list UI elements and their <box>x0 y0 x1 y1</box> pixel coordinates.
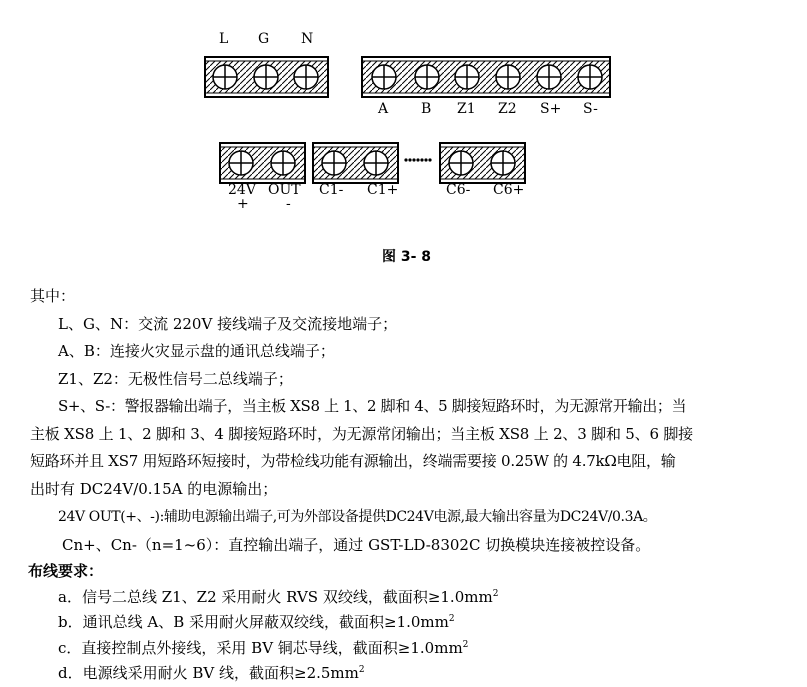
z-desc: Z1、Z2：无极性信号二总线端子； <box>58 370 293 388</box>
ab-desc: A、B：连接火灾显示盘的通讯总线端子； <box>58 342 335 360</box>
s-desc-line4: 出时有 DC24V/0.15A 的电源输出； <box>30 480 278 498</box>
s-desc-line3: 短路环并且 XS7 用短路环短接时，为带检线功能有源输出，终端需要接 0.25W 的 4.7kΩ电阻，输 <box>30 452 676 470</box>
wiring-title: 布线要求： <box>28 562 104 580</box>
cn-desc: Cn+、Cn-（n=1~6）：直控输出端子，通过 GST-LD-8302C 切换模块连接被控设备。 <box>62 536 651 554</box>
wiring-item-d-text: d．电源线采用耐火 BV 线，截面积≥2.5mm <box>58 664 359 682</box>
terminal-strip-bus <box>362 57 610 97</box>
wiring-item-c <box>58 639 468 657</box>
wiring-item-b-text: b．通讯总线 A、B 采用耐火屏蔽双绞线，截面积≥1.0mm <box>58 613 449 631</box>
out24-desc: 24V OUT(+、-):辅助电源输出端子,可为外部设备提供DC24V电源,最大输出容量为DC24V/0.3A。 <box>58 509 657 525</box>
figure-caption: 图 3- 8 <box>382 249 432 265</box>
terminal-strip-c1 <box>313 143 398 183</box>
terminal-strip-c6 <box>440 143 525 183</box>
label-l: L <box>219 31 229 47</box>
wiring-item-d <box>58 664 365 682</box>
label-s-plus: S+ <box>540 101 562 117</box>
label-out: OUT <box>268 182 301 198</box>
superscript: 2 <box>492 589 499 599</box>
label-c6-minus: C6- <box>446 182 471 198</box>
terminal-strip-24v <box>220 143 305 183</box>
superscript: 2 <box>462 640 469 650</box>
ellipsis-dots <box>404 158 431 161</box>
wiring-item-a-text: a．信号二总线 Z1、Z2 采用耐火 RVS 双绞线，截面积≥1.0mm <box>58 588 493 606</box>
label-z2: Z2 <box>498 101 517 117</box>
label-c1-minus: C1- <box>319 182 344 198</box>
label-g: G <box>258 31 270 47</box>
label-out-minus: - <box>286 196 291 212</box>
intro-text: 其中： <box>30 287 76 305</box>
s-desc-line2: 主板 XS8 上 1、2 脚和 3、4 脚接短路环时，为无源常闭输出；当主板 XS8 上 2、3 脚和 5、6 脚接 <box>30 425 693 443</box>
label-24v-plus: + <box>237 196 249 212</box>
label-c1-plus: C1+ <box>367 182 399 198</box>
superscript: 2 <box>358 665 365 675</box>
superscript: 2 <box>448 614 455 624</box>
wiring-item-b <box>58 613 455 631</box>
lgn-desc: L、G、N：交流 220V 接线端子及交流接地端子； <box>58 315 398 333</box>
label-a: A <box>378 101 389 117</box>
label-24v: 24V <box>228 182 256 198</box>
label-z1: Z1 <box>457 101 476 117</box>
s-desc-line1: S+、S-：警报器输出端子，当主板 XS8 上 1、2 脚和 4、5 脚接短路环时，为无源常开输出；当 <box>58 397 687 415</box>
label-b: B <box>421 101 432 117</box>
label-s-minus: S- <box>583 101 598 117</box>
label-n: N <box>301 31 314 47</box>
terminal-strip-lgn <box>205 57 328 97</box>
wiring-item-a <box>58 588 498 606</box>
terminal-diagram <box>0 0 807 240</box>
label-c6-plus: C6+ <box>493 182 525 198</box>
wiring-item-c-text: c．直接控制点外接线，采用 BV 铜芯导线，截面积≥1.0mm <box>58 639 463 657</box>
